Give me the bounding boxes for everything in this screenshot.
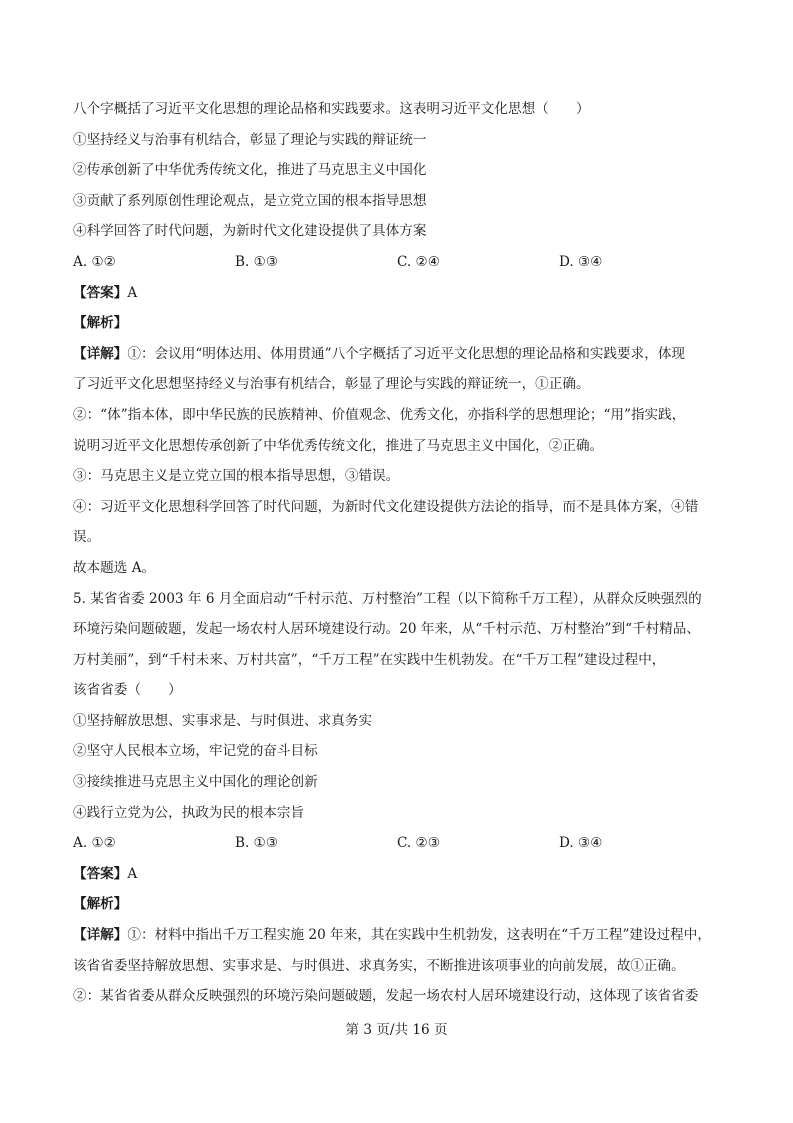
q4-analysis-label: 【解析】	[73, 315, 128, 332]
q4-item-3: ③贡献了系列原创性理论观点，是立党立国的根本指导思想	[73, 192, 427, 209]
q5-stem-4: 该省省委（ ）	[73, 682, 182, 699]
q5-answer-label: 【答案】	[73, 865, 128, 882]
q4-detail-6: ④：习近平文化思想科学回答了时代问题，为新时代文化建设提供方法论的指导，而不是具体方案，④错	[73, 498, 699, 515]
q5-detail-1	[73, 920, 723, 951]
q5-analysis-label: 【解析】	[73, 896, 128, 913]
page-footer: 第 3 页/共 16 页	[345, 1022, 448, 1038]
q4-detail-1	[73, 339, 723, 370]
q5-detail-3: ②：某省省委从群众反映强烈的环境污染问题破题，发起一场农村人居环境建设行动，这体现了该省省委	[73, 988, 699, 1005]
q5-item-4: ④践行立党为公，执政为民的根本宗旨	[73, 804, 305, 821]
q4-stem-tail: 八个字概括了习近平文化思想的理论品格和实践要求。这表明习近平文化思想（ ）	[73, 101, 590, 117]
q5-answer	[73, 859, 723, 890]
q5-options	[73, 828, 723, 859]
q5-item-1: ①坚持解放思想、实事求是、与时俱进、求真务实	[73, 712, 373, 729]
q5-item-3: ③接续推进马克思主义中国化的理论创新	[73, 774, 318, 791]
q4-answer-label: 【答案】	[73, 284, 128, 301]
q4-option-d: D. ③④	[559, 253, 603, 270]
q5-detail-label: 【详解】	[73, 927, 128, 944]
q5-detail-text-1: ①：材料中指出千万工程实施 20 年来，其在实践中生机勃发，这表明在“千万工程”建设过程中，	[127, 927, 711, 944]
q4-option-b: B. ①③	[235, 253, 279, 270]
q4-options	[73, 247, 723, 278]
q5-analysis	[73, 889, 723, 920]
q5-stem-2: 环境污染问题破题，发起一场农村人居环境建设行动。20 年来，从“千村示范、万村整治”到“千村精品、	[73, 621, 700, 638]
q4-detail-4: 说明习近平文化思想传承创新了中华优秀传统文化，推进了马克思主义中国化，②正确。	[73, 437, 604, 454]
q4-detail-label: 【详解】	[73, 345, 128, 362]
q5-option-b: B. ①③	[235, 835, 279, 852]
q5-option-a: A. ①②	[73, 835, 116, 852]
q4-detail-text-1: ①：会议用“明体达用、体用贯通”八个字概括了习近平文化思想的理论品格和实践要求，体现	[127, 345, 686, 362]
q5-option-d: D. ③④	[559, 835, 603, 852]
q4-option-a: A. ①②	[73, 253, 116, 270]
q4-detail-7: 误。	[73, 529, 101, 546]
q4-item-1: ①坚持经义与治事有机结合，彰显了理论与实践的辩证统一	[73, 131, 427, 148]
q5-item-2: ②坚守人民根本立场，牢记党的奋斗目标	[73, 743, 318, 760]
q4-conclusion: 故本题选 A。	[73, 559, 156, 576]
q4-detail-2: 了习近平文化思想坚持经义与治事有机结合，彰显了理论与实践的辩证统一，①正确。	[73, 376, 590, 393]
q4-item-4: ④科学回答了时代问题，为新时代文化建设提供了具体方案	[73, 223, 427, 240]
q4-detail-3: ②：“体”指本体，即中华民族的民族精神、价值观念、优秀文化，亦指科学的思想理论；“用”指实践，	[73, 406, 686, 423]
document-page	[73, 94, 723, 1012]
q5-option-c: C. ②③	[397, 835, 440, 852]
q4-item-2: ②传承创新了中华优秀传统文化，推进了马克思主义中国化	[73, 162, 427, 179]
q5-detail-2: 该省省委坚持解放思想、实事求是、与时俱进、求真务实，不断推进该项事业的向前发展，故①正确。	[73, 957, 685, 974]
q4-analysis	[73, 308, 723, 339]
q4-option-c: C. ②④	[397, 253, 440, 270]
q4-answer-value: A	[127, 284, 138, 301]
q4-answer	[73, 278, 723, 309]
q4-detail-5: ③：马克思主义是立党立国的根本指导思想，③错误。	[73, 468, 400, 485]
q5-answer-value: A	[127, 865, 138, 882]
q5-stem-3: 万村美丽”，到“千村未来、万村共富”，“千万工程”在实践中生机勃发。在“千万工程”建设过程中，	[73, 651, 666, 668]
q5-stem-1: 5. 某省省委 2003 年 6 月全面启动“千村示范、万村整治”工程（以下简称千万工程），从群众反映强烈的	[73, 590, 702, 607]
